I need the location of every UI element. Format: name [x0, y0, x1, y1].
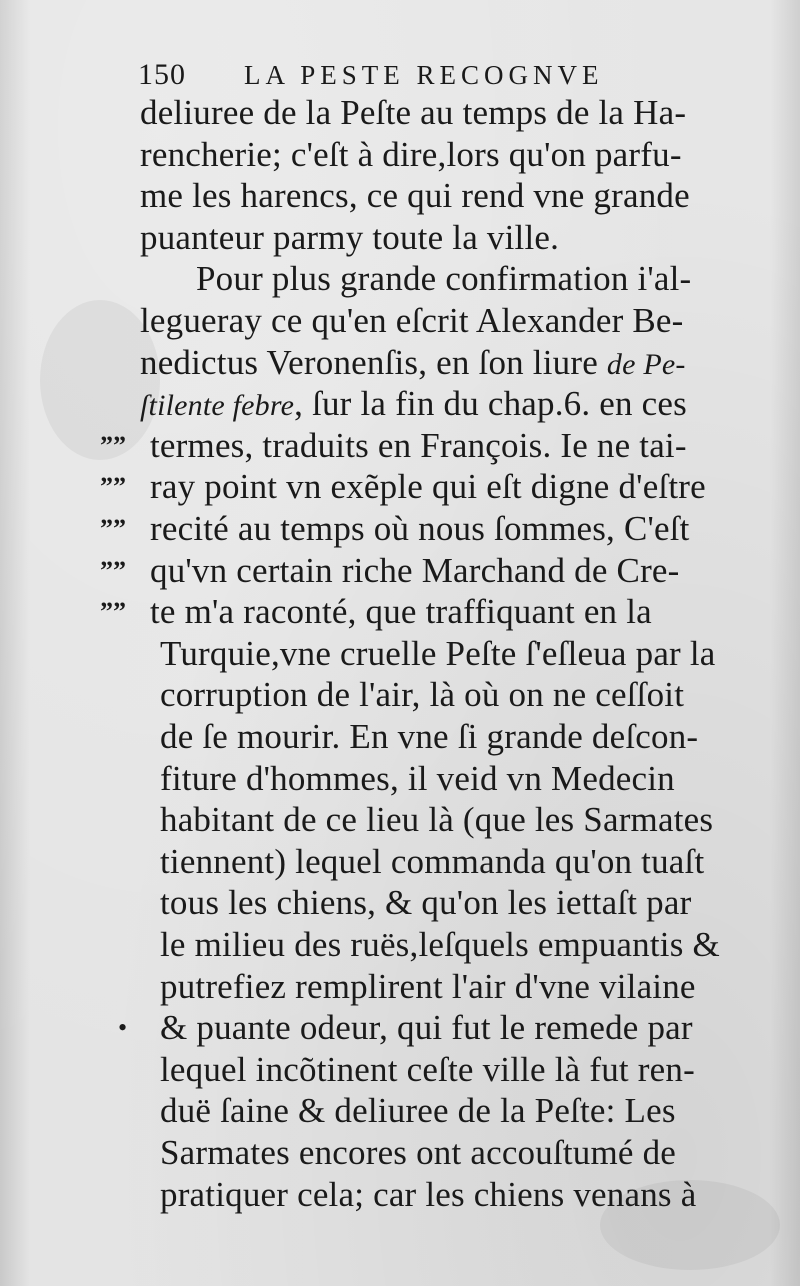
line-text: rencherie; c'eſt à dire,lors qu'on parfu-	[140, 134, 682, 174]
text-line	[140, 300, 684, 342]
text-line	[140, 383, 687, 425]
margin-bullet: •	[118, 1013, 128, 1043]
text-line	[150, 591, 652, 633]
line-text: Sarmates encores ont accouſtumé de	[160, 1133, 677, 1172]
line-text: duë ſaine & deliuree de la Peſte: Les	[160, 1091, 676, 1131]
line-text: tous les chiens, & qu'on les iettaſt par	[160, 883, 692, 923]
text-line	[160, 1007, 693, 1049]
line-text: legueray ce qu'en eſcrit Alexander Be-	[140, 301, 684, 340]
quotation-margin-mark: ””	[100, 472, 126, 502]
text-line	[160, 924, 720, 966]
line-text: de ſe mourir. En vne ſi grande deſcon-	[160, 717, 699, 756]
text-line	[140, 175, 690, 217]
line-text: pratiquer cela; car les chiens venans à	[160, 1174, 697, 1214]
line-text: te m'a raconté, que traffiquant en la	[150, 592, 652, 632]
line-text: deliuree de la Peſte au temps de la Ha-	[140, 93, 687, 132]
text-line	[196, 258, 691, 300]
text-line	[160, 633, 716, 675]
text-line	[140, 92, 686, 134]
quotation-margin-mark: ””	[100, 555, 126, 585]
italic-text: ſtilente febre	[140, 389, 295, 423]
quotation-margin-mark: ””	[100, 514, 126, 543]
text-line	[150, 425, 687, 467]
line-text: termes, traduits en François. Ie ne tai-	[150, 425, 687, 465]
quotation-margin-mark: ””	[100, 597, 126, 627]
quotation-margin-mark: ””	[100, 430, 126, 460]
text-line	[160, 799, 713, 841]
line-text: me les harencs, ce qui rend vne grande	[140, 176, 690, 216]
line-text: , ſur la fin du chap.6. en ces	[294, 384, 687, 424]
line-text: putrefiez remplirent l'air d'vne vilaine	[160, 966, 696, 1006]
line-text: qu'vn certain riche Marchand de Cre-	[150, 550, 680, 590]
text-line	[160, 1174, 696, 1216]
line-text: Pour plus grande confirmation i'al-	[196, 259, 692, 299]
line-text: corruption de l'air, là où on ne ceſſoit	[160, 675, 685, 715]
line-text: puanteur parmy toute la ville.	[140, 217, 560, 257]
text-line	[160, 758, 675, 800]
line-text: Turquie,vne cruelle Peſte ſ'eſleua par la	[160, 633, 716, 673]
text-line	[150, 508, 690, 550]
text-line	[160, 966, 696, 1008]
text-line	[160, 1090, 676, 1132]
line-text: nedictus Veronenſis, en ſon liure	[140, 342, 607, 382]
text-line	[160, 1132, 676, 1174]
text-line	[140, 134, 682, 176]
line-text: fiture d'hommes, il veid vn Medecin	[160, 758, 675, 798]
italic-text: de Pe-	[606, 347, 686, 381]
line-text: tiennent) lequel commanda qu'on tuaſt	[160, 841, 705, 881]
line-text: le milieu des ruës,leſquels empuantis &	[160, 925, 720, 964]
page-number: 150	[138, 58, 186, 91]
text-line	[160, 674, 684, 716]
running-head: LA PESTE RECOGNVE	[244, 60, 604, 90]
text-line	[160, 841, 704, 883]
line-text: ray point vn exẽple qui eſt digne d'eſtre	[150, 467, 706, 507]
text-line	[150, 466, 706, 508]
text-line	[140, 342, 686, 384]
text-line	[150, 550, 680, 592]
text-line	[140, 217, 559, 259]
line-text: & puante odeur, qui fut le remede par	[160, 1008, 693, 1048]
text-line	[160, 1049, 695, 1091]
page-header	[138, 56, 698, 96]
line-text: recité au temps où nous ſommes, C'eſt	[150, 509, 690, 548]
text-line	[160, 716, 698, 758]
line-text: lequel incõtinent ceſte ville là fut ren-	[160, 1049, 695, 1089]
text-line	[160, 882, 691, 924]
line-text: habitant de ce lieu là (que les Sarmates	[160, 800, 714, 840]
